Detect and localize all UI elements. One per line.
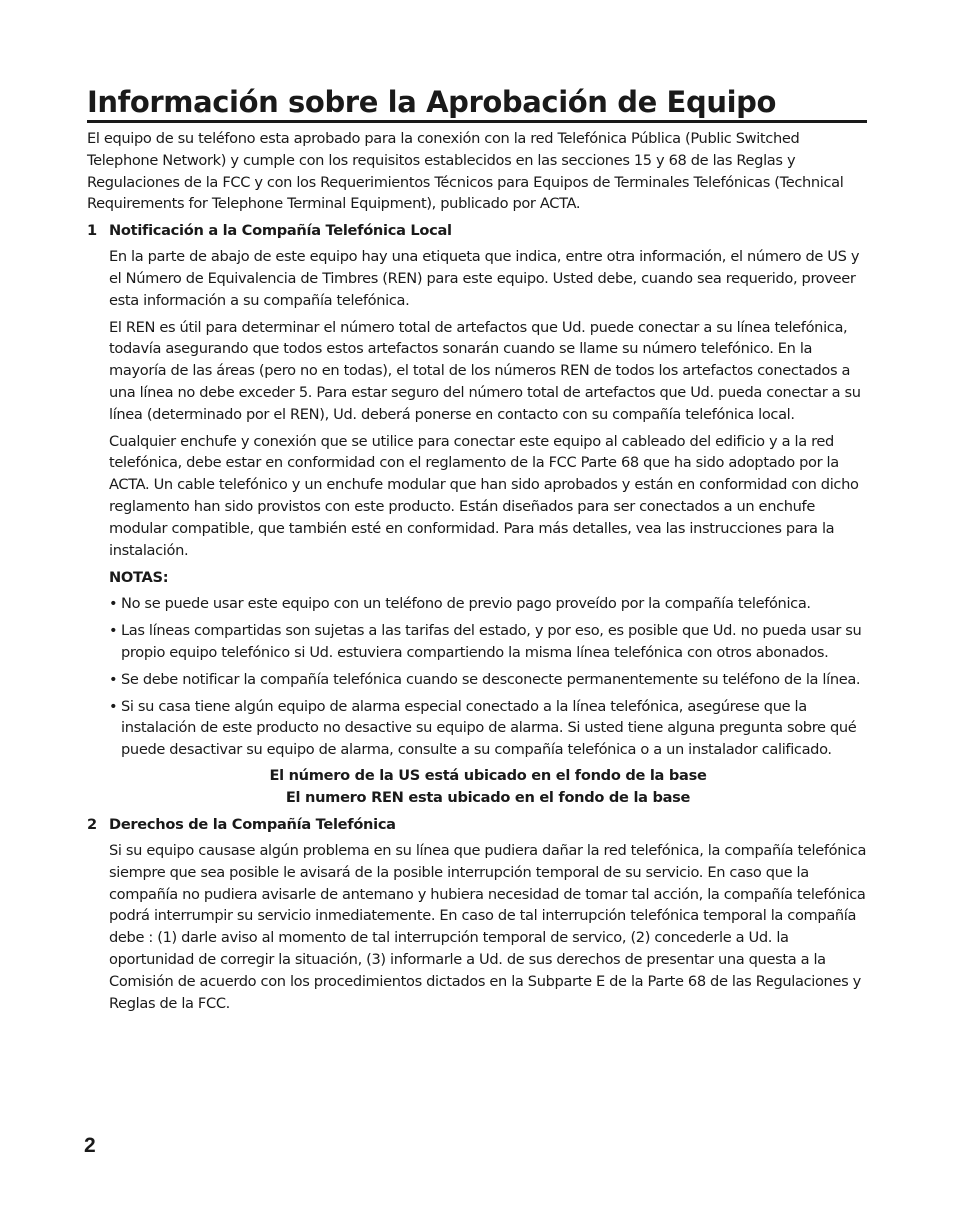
notes-list xyxy=(109,593,867,761)
note-text: No se puede usar este equipo con un teléfono de previo pago proveído por la compañía telefónica. xyxy=(121,595,811,613)
page-content xyxy=(87,84,867,1014)
section-1-paragraph: En la parte de abajo de este equipo hay una etiqueta que indica, entre otra información, el número de US y el Número de Equivalencia de Timbres (REN) para este equipo. Usted debe, cuando sea requerido, proveer esta información a su compañía telefónica. xyxy=(109,248,860,309)
page-title: Información sobre la Aprobación de Equipo xyxy=(87,84,867,123)
note-text: Se debe notificar la compañía telefónica cuando se desconecte permanentemente su teléfono de la línea. xyxy=(121,670,861,688)
label-location-notes xyxy=(87,765,867,809)
ren-number-location-note: El numero REN esta ubicado en el fondo de la base xyxy=(285,788,691,806)
section-1-paragraph: El REN es útil para determinar el número total de artefactos que Ud. puede conectar a su línea telefónica, todavía asegurando que todos estos artefactos sonarán cuando se llame su número telefónico. En la mayoría de las áreas (pero no en todas), el total de los números REN de todos los artefactos conectados a una línea no debe exceder 5. Para estar seguro del número total de artefactos que Ud. pueda conectar a su línea (determinado por el REN), Ud. deberá ponerse en contacto con su compañía telefónica local. xyxy=(109,318,861,423)
section-2-paragraph: Si su equipo causase algún problema en su línea que pudiera dañar la red telefónica, la compañía telefónica siempre que sea posible le avisará de la posible interrupción temporal de su servicio. En caso que la compañía no pudiera avisarle de antemano y hubiera necesidad de tomar tal acción, la compañía telefónica podrá interrumpir su servicio inmediatemente. En caso de tal interrupción telefónica temporal la compañía debe : (1) darle aviso al momento de tal interrupción temporal de servico, (2) concederle a Ud. la oportunidad de corregir la situación, (3) informarle a Ud. de sus derechos de presentar una questa a la Comisión de acuerdo con los procedimientos dictados en la Subparte E de la Parte 68 de las Regulaciones y Reglas de la FCC. xyxy=(109,841,867,1012)
section-1-heading xyxy=(87,220,867,241)
section-2-title: Derechos de la Compañía Telefónica xyxy=(109,815,396,833)
list-item xyxy=(109,696,867,761)
bullet-icon: • xyxy=(109,697,118,715)
bullet-icon: • xyxy=(109,670,118,688)
section-1-paragraph: Cualquier enchufe y conexión que se utilice para conectar este equipo al cableado del edificio y a la red telefónica, debe estar en conformidad con el reglamento de la FCC Parte 68 que ha sido adoptado por la ACTA. Un cable telefónico y un enchufe modular que han sido aprobados y están en conformidad con dicho reglamento han sido provistos con este producto. Están diseñados para ser conectados a un enchufe modular compatible, que también esté en conformidad. Para más detalles, vea las instrucciones para la instalación. xyxy=(109,432,859,559)
bullet-icon: • xyxy=(109,622,118,640)
section-2-heading xyxy=(87,814,867,835)
intro-paragraph: El equipo de su teléfono esta aprobado para la conexión con la red Telefónica Pública (Public Switched Telephone Network) y cumple con los requisitos establecidos en las secciones 15 y 68 de las Reglas y Regulaciones de la FCC y con los Requerimientos Técnicos para Equipos de Terminales Telefónicas (Technical Requirements for Telephone Terminal Equipment), publicado por ACTA. xyxy=(87,130,844,213)
section-1-title: Notificación a la Compañía Telefónica Local xyxy=(109,222,452,240)
list-item xyxy=(109,669,867,691)
page-number: 2 xyxy=(84,1134,96,1157)
section-2-number: 2 xyxy=(87,815,97,833)
section-1-body xyxy=(109,246,867,561)
section-2-body xyxy=(109,840,867,1014)
list-item xyxy=(109,620,867,664)
us-number-location-note: El número de la US está ubicado en el fondo de la base xyxy=(269,766,707,784)
list-item xyxy=(109,593,867,615)
bullet-icon: • xyxy=(109,595,118,613)
note-text: Si su casa tiene algún equipo de alarma especial conectado a la línea telefónica, asegúrese que la instalación de este producto no desactive su equipo de alarma. Si usted tiene alguna pregunta sobre qué puede desactivar su equipo de alarma, consulte a su compañía telefónica o a un instalador calificado. xyxy=(121,697,857,759)
section-1-number: 1 xyxy=(87,222,97,240)
notes-label: NOTAS: xyxy=(109,569,169,587)
note-text: Las líneas compartidas son sujetas a las tarifas del estado, y por eso, es posible que Ud. no pueda usar su propio equipo telefónico si Ud. estuviera compartiendo la misma línea telefónica con otros abonados. xyxy=(121,622,862,661)
